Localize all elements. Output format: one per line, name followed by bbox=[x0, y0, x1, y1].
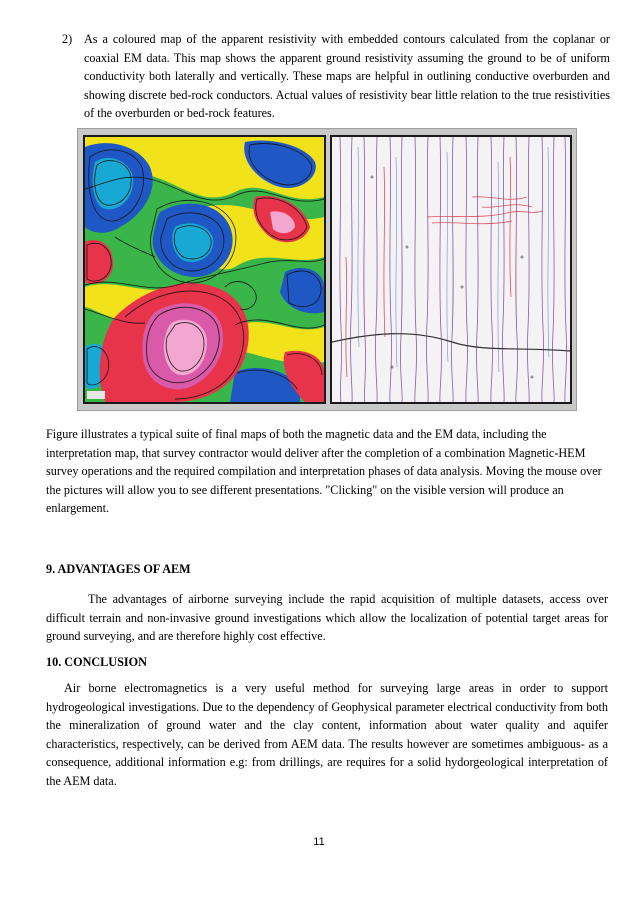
resistivity-map-graphic bbox=[85, 137, 324, 402]
advantages-paragraph: The advantages of airborne surveying include the rapid acquisition of multiple datasets, access over difficult terrain and non-invasive ground investigations which allow the localization of potential target areas for ground surveying, and are therefore highly cost effective. bbox=[46, 592, 608, 644]
interpretation-map-image[interactable] bbox=[330, 135, 572, 404]
interpretation-map-graphic bbox=[332, 137, 570, 402]
section-heading-conclusion: 10. CONCLUSION bbox=[46, 655, 147, 669]
list-item-number: 2) bbox=[62, 32, 73, 46]
resistivity-map-image[interactable] bbox=[83, 135, 326, 404]
figure-maps bbox=[77, 128, 577, 411]
page-number: 11 bbox=[313, 836, 325, 848]
figure-caption: Figure illustrates a typical suite of final maps of both the magnetic data and the EM data, including the interpretation map, that survey contractor would deliver after the completion of a combination Magnetic-HEM survey operations and the required compilation and interpretation phases of data analysis. Moving the mouse over the pictures will allow you to see different presentations. "Clicking" on the visible version will produce an enlargement. bbox=[46, 427, 602, 516]
conclusion-paragraph: Air borne electromagnetics is a very useful method for surveying large areas in order to support hydrogeological investigations. Due to the dependency of Geophysical parameter electrical conductivity from both the mineralization of ground water and the clay content, information about water quality and aquifer characteristics, respectively, can be derived from AEM data. The results however are sometimes ambiguous- as a consequence, additional information e.g: from drillings, are requires for a solid hydorgeological interpretation of the AEM data. bbox=[46, 681, 608, 788]
list-item-apparent-resistivity-map bbox=[62, 30, 610, 123]
section-heading-advantages: 9. ADVANTAGES OF AEM bbox=[46, 562, 191, 576]
list-item-text: As a coloured map of the apparent resistivity with embedded contours calculated from the coplanar or coaxial EM data. This map shows the apparent ground resistivity assuming the ground to be of uniform conductivity both laterally and vertically. These maps are helpful in outlining conductive overburden and showing discrete bed-rock conductors. Actual values of resistivity bear little relation to the true resistivities of the overburden or bed-rock features. bbox=[84, 32, 610, 121]
